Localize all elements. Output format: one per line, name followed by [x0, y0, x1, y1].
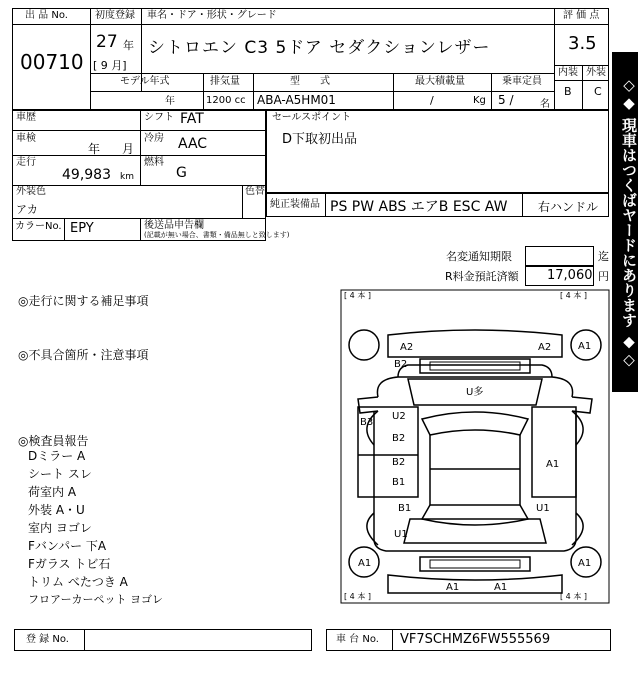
- exterior-label: 外装: [586, 67, 606, 78]
- sales-point: D下取初出品: [282, 132, 358, 147]
- history-label: 車歴: [16, 112, 36, 123]
- interior-label: 内装: [558, 67, 578, 78]
- max-load: /: [430, 94, 434, 107]
- mark-left-front-door-lower: B2: [392, 433, 406, 444]
- fuel: G: [176, 165, 187, 181]
- recycle-label: R料金預託済額: [445, 270, 519, 283]
- first-reg-label: 初度登録: [95, 10, 135, 21]
- docs-label: 後送品申告欄: [144, 220, 204, 231]
- exterior-grade: C: [594, 85, 602, 98]
- docs-note: (記載が無い場合、書類・備品無しと致します): [144, 231, 290, 239]
- mark-rear-left-corner: A1: [358, 558, 372, 569]
- inspector-line: フロアーカーペット ヨゴレ: [28, 593, 163, 606]
- exterior-color-label: 外装色: [16, 186, 46, 197]
- color-no: EPY: [70, 221, 94, 236]
- name-change-label: 名変通知期限: [446, 250, 512, 263]
- yard-location-banner: ◇◆ 現車はつくばヤードにあります ◆◇: [612, 52, 638, 392]
- tire-count-label: [ 4 本 ]: [344, 291, 371, 300]
- ac: AAC: [178, 136, 208, 152]
- shift: FAT: [180, 111, 204, 127]
- capacity: 5 /: [498, 93, 514, 107]
- mark-left-rear-fender-1: B1: [398, 503, 412, 514]
- name-change-unit: 迄: [598, 250, 609, 263]
- mark-rear-right-corner: A1: [578, 558, 592, 569]
- car-damage-diagram: [338, 287, 612, 607]
- shift-label: シフト: [144, 112, 174, 123]
- inspector-line: Fバンパー 下A: [28, 539, 107, 553]
- mark-rear-bumper-left: A1: [446, 582, 460, 593]
- max-load-unit: Kg: [473, 95, 486, 106]
- capacity-label: 乗車定員: [502, 76, 542, 87]
- shaken-month-unit: 月: [122, 142, 135, 156]
- driving-notes-title: ◎走行に関する補足事項: [18, 294, 149, 308]
- svg-text:[ 4 本 ]: [ 4 本 ]: [560, 592, 587, 601]
- reg-no-label: 登 録 No.: [26, 634, 69, 645]
- mileage-unit: km: [120, 172, 134, 182]
- equipment: PS PW ABS エアB ESC AW: [330, 199, 508, 215]
- mark-right-rear-fender: U1: [536, 503, 550, 514]
- ac-label: 冷房: [144, 133, 164, 144]
- first-reg-year-unit: 年: [123, 39, 134, 52]
- fuel-label: 燃料: [144, 157, 164, 168]
- steering: 右ハンドル: [538, 200, 599, 214]
- lot-no-label: 出 品 No.: [25, 10, 68, 21]
- displacement: 1200 cc: [206, 95, 246, 106]
- mark-left-front-fender: B2: [394, 359, 408, 370]
- model-label: 型 式: [290, 76, 330, 87]
- mark-left-front-door-upper: U2: [392, 411, 406, 422]
- mark-top-left: A2: [400, 342, 414, 353]
- inspector-line: 室内 ヨゴレ: [28, 521, 92, 535]
- mark-hood: U多: [466, 387, 484, 398]
- car-name: シトロエン C3 5ドア セダクションレザー: [148, 38, 491, 58]
- svg-text:[ 4 本 ]: [ 4 本 ]: [344, 592, 371, 601]
- model-year-unit: 年: [165, 96, 175, 107]
- inspector-line: 外装 A・U: [28, 503, 85, 517]
- color-change-label: 色替: [245, 186, 265, 197]
- shaken-year-unit: 年: [88, 142, 101, 156]
- displacement-label: 排気量: [210, 76, 240, 87]
- inspector-line: Dミラー A: [28, 449, 86, 463]
- mark-left-rear-door-lower: B1: [392, 477, 406, 488]
- first-reg-month: [ 9 月]: [93, 59, 127, 72]
- chassis-no: VF7SCHMZ6FW555569: [400, 632, 551, 647]
- sales-point-label: セールスポイント: [272, 112, 352, 123]
- mileage: 49,983: [62, 167, 111, 183]
- mileage-label: 走行: [16, 157, 36, 168]
- mark-front-right-corner: A1: [578, 341, 592, 352]
- svg-text:[ 4 本 ]: [ 4 本 ]: [560, 291, 587, 300]
- recycle-unit: 円: [598, 270, 609, 283]
- equipment-label: 純正装備品: [270, 199, 320, 210]
- score-label: 評 価 点: [563, 10, 600, 21]
- mark-rear-bumper-right: A1: [494, 582, 508, 593]
- score: 3.5: [568, 33, 597, 54]
- inspector-line: シート スレ: [28, 467, 92, 481]
- lot-no: 00710: [20, 50, 84, 74]
- inspector-line: 荷室内 A: [28, 485, 77, 499]
- mark-left-rear-door-upper: B2: [392, 457, 406, 468]
- first-reg-year: 27: [96, 32, 118, 52]
- name-change-value: [525, 246, 594, 266]
- exterior-color: アカ: [16, 203, 38, 216]
- inspector-line: トリム べたつき A: [28, 575, 128, 589]
- mark-left-rear-fender-2: U1: [394, 529, 408, 540]
- car-name-label: 車名・ドア・形状・グレード: [147, 10, 277, 21]
- shaken-label: 車検: [16, 133, 36, 144]
- model: ABA-A5HM01: [257, 93, 336, 107]
- defects-title: ◎不具合箇所・注意事項: [18, 348, 149, 362]
- mark-left-mirror-area: B3: [360, 417, 374, 428]
- recycle-value: 17,060: [547, 268, 593, 283]
- inspector-line: Fガラス トビ石: [28, 557, 111, 571]
- mark-top-right: A2: [538, 342, 552, 353]
- capacity-unit: 名: [540, 99, 550, 110]
- interior-grade: B: [564, 85, 572, 98]
- max-load-label: 最大積載量: [415, 76, 465, 87]
- inspector-title: ◎検査員報告: [18, 434, 89, 448]
- chassis-label: 車 台 No.: [336, 634, 379, 645]
- mark-right-rear-door: A1: [546, 459, 560, 470]
- model-year-label: モデル年式: [120, 76, 170, 87]
- color-no-label: カラーNo.: [15, 221, 62, 232]
